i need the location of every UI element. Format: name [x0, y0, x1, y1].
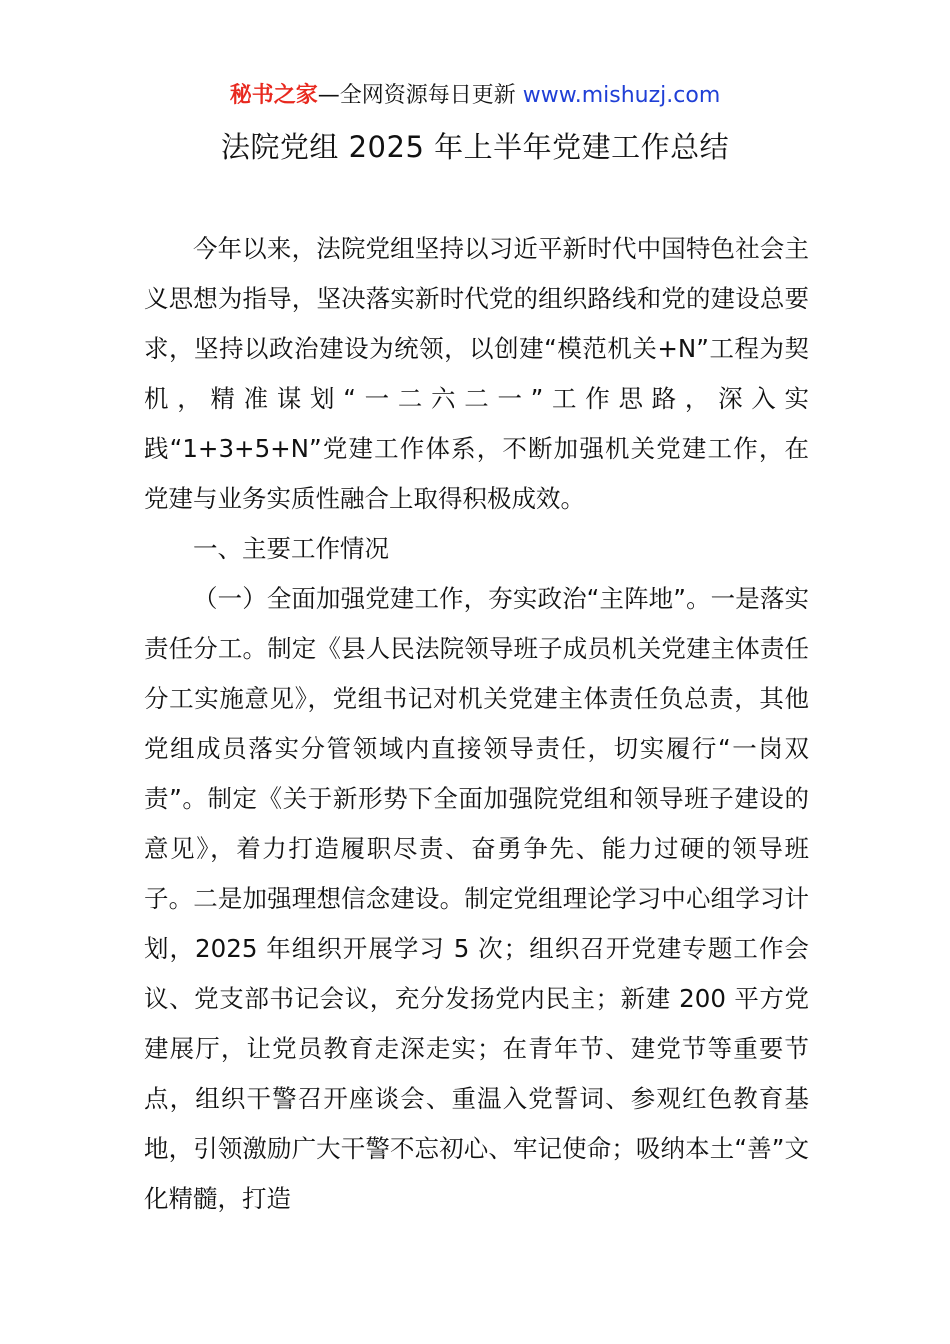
brand-name: 秘书之家 [229, 83, 318, 108]
intro-paragraph: 今年以来，法院党组坚持以习近平新时代中国特色社会主义思想为指导，坚决落实新时代党的组织路线和党的建设总要求，坚持以政治建设为统领，以创建“模范机关+N”工程为契机，精准谋划“一二六二一”工作思路，深入实践“1+3+5+N”党建工作体系，不断加强机关党建工作，在党建与业务实质性融合上取得积极成效。 [144, 234, 809, 513]
site-url-link[interactable]: www.mishuzj.com [522, 83, 721, 108]
document-body [144, 224, 809, 1224]
header-tagline: —全网资源每日更新 [317, 83, 516, 108]
body-paragraph: （一）全面加强党建工作，夯实政治“主阵地”。一是落实责任分工。制定《县人民法院领导班子成员机关党建主体责任分工实施意见》，党组书记对机关党建主体责任负总责，其他党组成员落实分管领域内直接领导责任，切实履行“一岗双责”。制定《关于新形势下全面加强院党组和领导班子建设的意见》，着力打造履职尽责、奋勇争先、能力过硬的领导班子。二是加强理想信念建设。制定党组理论学习中心组学习计划，2025 年组织开展学习 5 次；组织召开党建专题工作会议、党支部书记会议，充分发扬党内民主；新建 200 平方党建展厅，让党员教育走深走实；在青年节、建党节等重要节点，组织干警召开座谈会、重温入党誓词、参观红色教育基地，引领激励广大干警不忘初心、牢记使命；吸纳本土“善”文化精髓，打造 [144, 584, 809, 1213]
site-header [0, 80, 950, 112]
document-title: 法院党组 2025 年上半年党建工作总结 [220, 130, 730, 164]
section-heading: 一、主要工作情况 [193, 534, 389, 563]
